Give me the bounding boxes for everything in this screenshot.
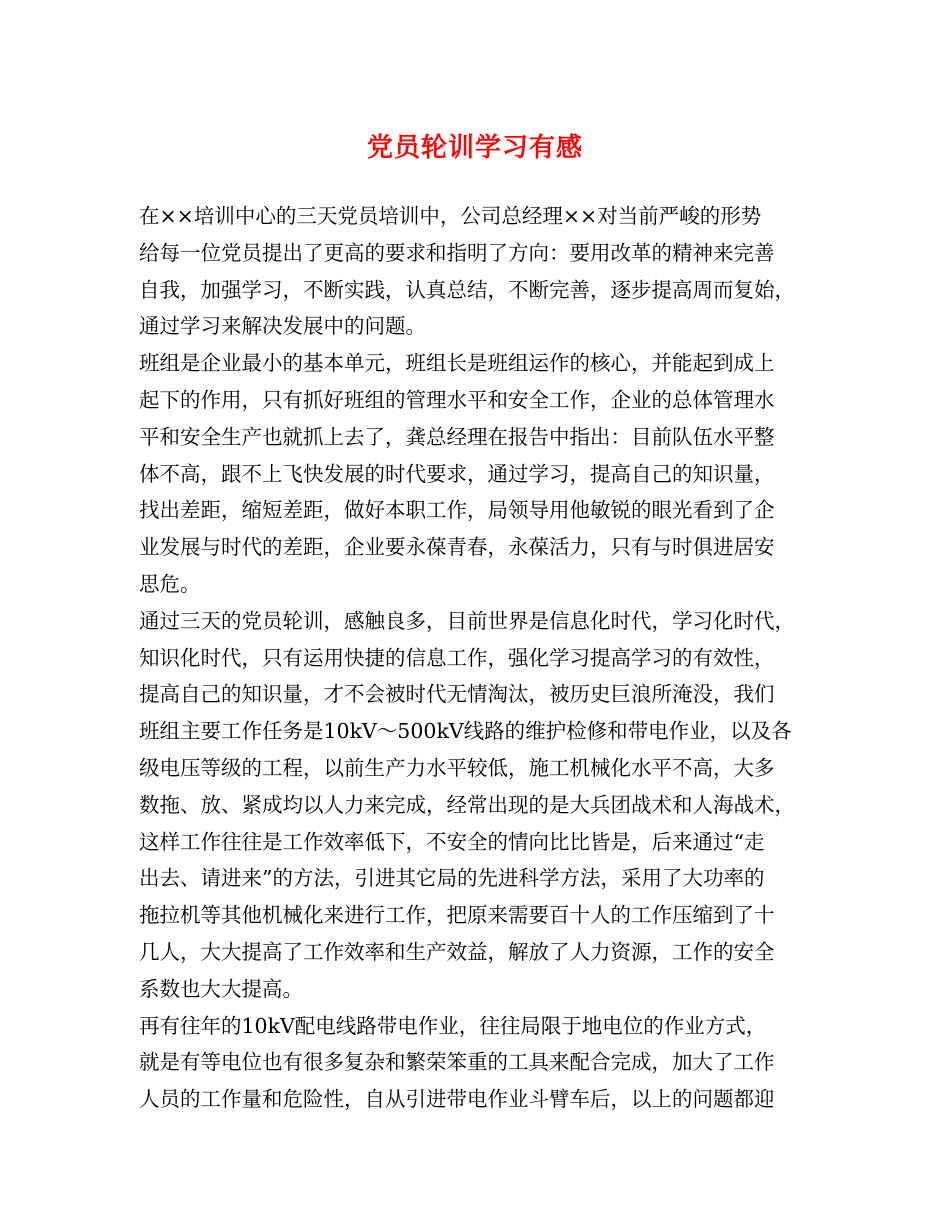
body-text-line: 这样工作往往是工作效率低下，不安全的情向比比皆是，后来通过“走 bbox=[139, 829, 765, 854]
body-text-line: 班组是企业最小的基本单元，班组长是班组运作的核心，并能起到成上 bbox=[139, 351, 775, 376]
body-text-line: 拖拉机等其他机械化来进行工作，把原来需要百十人的工作压缩到了十 bbox=[139, 903, 775, 928]
body-text-line: 数拖、放、紧成均以人力来完成，经常出现的是大兵团战术和人海战术， bbox=[139, 792, 795, 817]
body-text-line: 几人，大大提高了工作效率和生产效益，解放了人力资源，工作的安全 bbox=[139, 939, 775, 964]
body-text-line: 知识化时代，只有运用快捷的信息工作，强化学习提高学习的有效性， bbox=[139, 645, 775, 670]
body-text-line: 系数也大大提高。 bbox=[139, 976, 303, 1001]
body-text-line: 通过学习来解决发展中的问题。 bbox=[139, 314, 426, 339]
body-text-line: 起下的作用，只有抓好班组的管理水平和安全工作，企业的总体管理水 bbox=[139, 387, 775, 412]
body-text-line: 出去、请进来”的方法，引进其它局的先进科学方法，采用了大功率的 bbox=[139, 866, 765, 891]
body-text-line: 就是有等电位也有很多复杂和繁荣笨重的工具来配合完成，加大了工作 bbox=[139, 1050, 775, 1075]
body-text-line: 通过三天的党员轮训，感触良多，目前世界是信息化时代，学习化时代， bbox=[139, 608, 795, 633]
body-text-line: 提高自己的知识量，才不会被时代无情淘汰，被历史巨浪所淹没，我们 bbox=[139, 682, 775, 707]
body-text-line: 自我，加强学习，不断实践，认真总结，不断完善，逐步提高周而复始， bbox=[139, 277, 795, 302]
body-text-line: 给每一位党员提出了更高的要求和指明了方向：要用改革的精神来完善 bbox=[139, 240, 775, 265]
body-text-line: 思危。 bbox=[139, 571, 201, 596]
body-text-line: 在××培训中心的三天党员培训中，公司总经理××对当前严峻的形势 bbox=[139, 204, 762, 228]
body-text-line: 班组主要工作任务是10kV～500kV线路的维护检修和带电作业，以及各 bbox=[139, 719, 792, 744]
body-text-line: 体不高，跟不上飞快发展的时代要求，通过学习，提高自己的知识量， bbox=[139, 461, 775, 486]
document-title: 党员轮训学习有感 bbox=[366, 133, 583, 163]
body-text-line: 级电压等级的工程，以前生产力水平较低，施工机械化水平不高，大多 bbox=[139, 755, 775, 780]
document-body bbox=[139, 198, 829, 1118]
body-text-line: 再有往年的10kV配电线路带电作业，往往局限于地电位的作业方式， bbox=[139, 1013, 767, 1038]
body-text-line: 人员的工作量和危险性，自从引进带电作业斗臂车后，以上的问题都迎 bbox=[139, 1087, 775, 1112]
body-text-line: 找出差距，缩短差距，做好本职工作，局领导用他敏锐的眼光看到了企 bbox=[139, 498, 775, 523]
body-text-line: 平和安全生产也就抓上去了，龚总经理在报告中指出：目前队伍水平整 bbox=[139, 424, 775, 449]
body-text-line: 业发展与时代的差距，企业要永葆青春，永葆活力，只有与时俱进居安 bbox=[139, 535, 775, 560]
